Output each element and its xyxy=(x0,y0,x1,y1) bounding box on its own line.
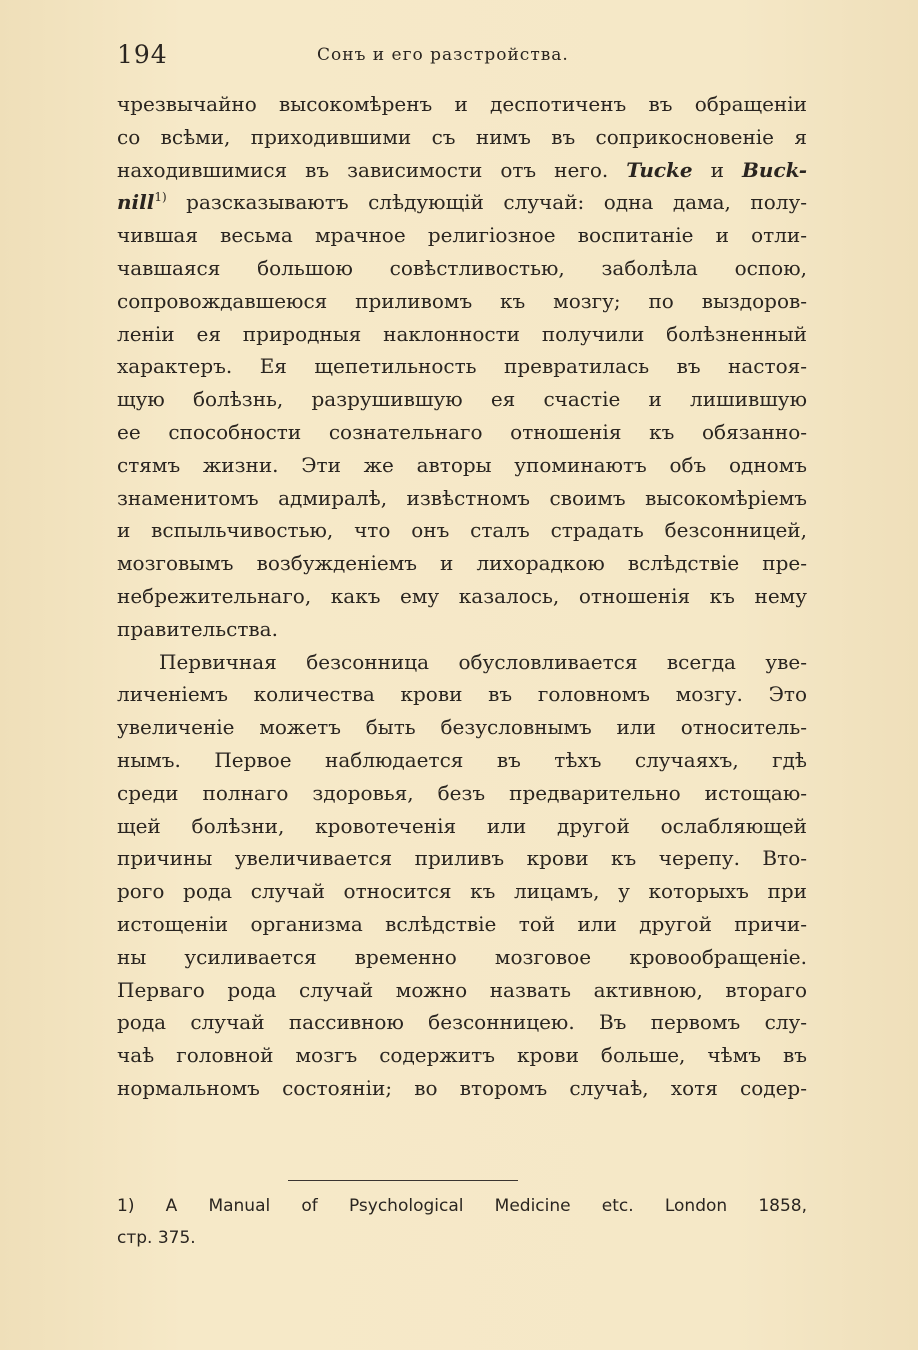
text-line: со всѣми, приходившими съ нимъ въ соприкосновеніе я xyxy=(117,124,807,149)
text-line: рода случай пассивною безсонницею. Въ первомъ слу- xyxy=(117,1010,807,1035)
text-line: чрезвычайно высокомѣренъ и деспотиченъ въ обращеніи xyxy=(117,92,807,116)
text-line: среди полнаго здоровья, безъ предварительно истощаю- xyxy=(117,780,807,805)
text-line: ее способности сознательнаго отношенія къ обязанно- xyxy=(117,419,807,444)
text-line: щей болѣзни, кровотеченія или другой ослабляющей xyxy=(117,813,807,838)
text-line: леніи ея природныя наклонности получили болѣзненный xyxy=(117,321,807,346)
body-text xyxy=(117,88,807,1105)
text-line: Перваго рода случай можно назвать активною, втораго xyxy=(117,977,807,1002)
text-line: рого рода случай относится къ лицамъ, у которыхъ при xyxy=(117,879,807,904)
text-fragment: находившимися въ зависимости отъ него. xyxy=(117,157,609,182)
text-line-with-authors xyxy=(117,154,807,187)
footnote-line xyxy=(117,1190,807,1222)
text-line: истощеніи организма вслѣдствіе той или другой причи- xyxy=(117,911,807,936)
footnote xyxy=(117,1190,807,1254)
paragraph-first-line: Первичная безсонница обусловливается всегда уве- xyxy=(159,649,807,674)
author-name: nill xyxy=(117,190,155,215)
footnote-line: стр. 375. xyxy=(117,1228,196,1248)
text-line: нормальномъ состояніи; во второмъ случаѣ, хотя содер- xyxy=(117,1075,807,1100)
page-header xyxy=(117,40,807,80)
text-line: правительства. xyxy=(117,616,278,641)
text-line: чившая весьма мрачное религіозное воспитаніе и отли- xyxy=(117,223,807,248)
text-line: личеніемъ количества крови въ головномъ мозгу. Это xyxy=(117,682,807,707)
text-line: чаѣ головной мозгъ содержитъ крови больше, чѣмъ въ xyxy=(117,1043,807,1068)
text-line: и вспыльчивостью, что онъ сталъ страдать безсонницей, xyxy=(117,518,807,543)
text-line: причины увеличивается приливъ крови къ черепу. Вто- xyxy=(117,846,807,871)
text-line: мозговымъ возбужденіемъ и лихорадкою вслѣдствіе пре- xyxy=(117,551,807,576)
text-fragment: разсказываютъ слѣдующій случай: одна дама, полу- xyxy=(186,190,807,215)
conjunction: и xyxy=(710,157,724,182)
footnote-divider xyxy=(288,1180,518,1181)
footnote-mark: 1) xyxy=(117,1196,135,1216)
text-line: нымъ. Первое наблюдается въ тѣхъ случаяхъ, гдѣ xyxy=(117,747,807,772)
text-line: знаменитомъ адмиралѣ, извѣстномъ своимъ высокомѣріемъ xyxy=(117,485,807,510)
text-line: небрежительнаго, какъ ему казалось, отношенія къ нему xyxy=(117,583,807,608)
text-line: ны усиливается временно мозговое кровообращеніе. xyxy=(117,944,807,969)
text-line: увеличеніе можетъ быть безусловнымъ или относитель- xyxy=(117,715,807,740)
author-name: Tucke xyxy=(626,157,693,182)
author-name: Buck- xyxy=(742,157,808,182)
footnote-marker: 1) xyxy=(154,190,167,205)
text-line: стямъ жизни. Эти же авторы упоминаютъ объ одномъ xyxy=(117,452,807,477)
text-line: сопровождавшеюся приливомъ къ мозгу; по выздоров- xyxy=(117,288,807,313)
running-title: Сонъ и его разстройства. xyxy=(317,45,569,65)
text-line: щую болѣзнь, разрушившую ея счастіе и лишившую xyxy=(117,387,807,412)
text-line-with-footnote xyxy=(117,186,807,219)
text-line: характеръ. Ея щепетильность превратилась въ настоя- xyxy=(117,354,807,379)
footnote-text: A Manual of Psychological Medicine etc. London 1858, xyxy=(165,1196,808,1216)
text-line: чавшаяся большою совѣстливостью, заболѣла оспою, xyxy=(117,255,807,280)
page-number: 194 xyxy=(117,40,168,69)
